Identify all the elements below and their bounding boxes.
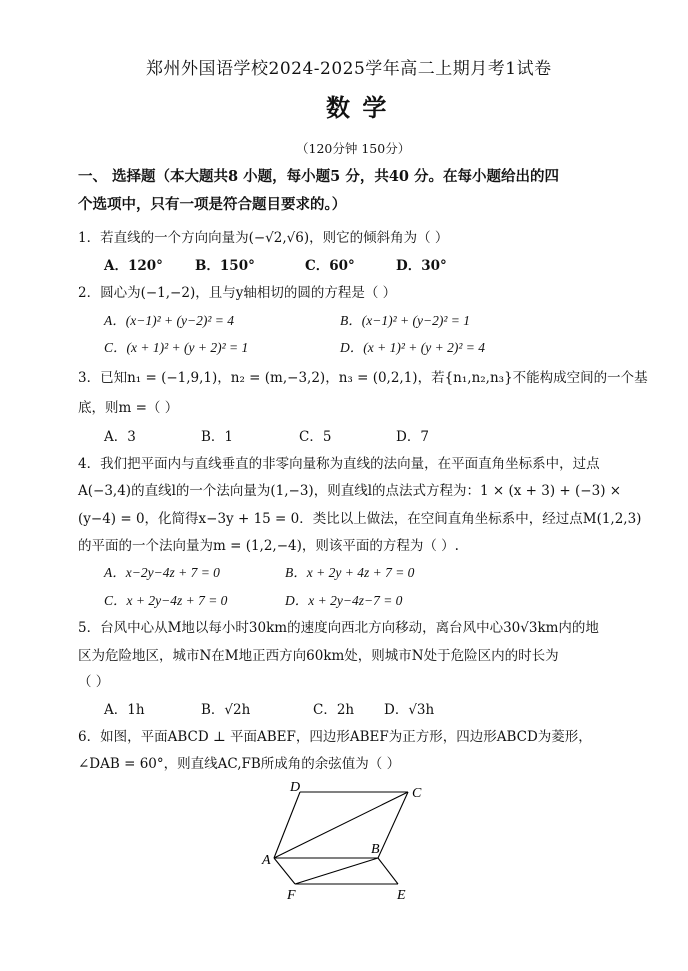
q5-stem-line1: 5．台风中心从M地以每小时30km的速度向西北方向移动，离台风中心30√3km内的地 xyxy=(78,620,599,636)
q1-option-c: C．60° xyxy=(305,258,355,274)
label-e: E xyxy=(397,888,406,903)
q5-option-d: D．√3h xyxy=(384,702,435,718)
subject-title: 数 学 xyxy=(326,93,389,122)
label-c: C xyxy=(412,786,422,801)
q3-option-b: B．1 xyxy=(201,429,234,445)
q6-stem-line2: ∠DAB = 60°，则直线AC,FB所成角的余弦值为（ ） xyxy=(78,756,401,772)
diagonal-fb xyxy=(295,858,378,884)
q5-option-b: B．√2h xyxy=(201,702,251,718)
exam-title: 郑州外国语学校2024-2025学年高二上期月考1试卷 xyxy=(146,59,552,79)
time-info: （120分钟 150分） xyxy=(296,141,411,156)
q3-stem-line1: 3．已知n₁ = (−1,9,1)，n₂ = (m,−3,2)，n₃ = (0,2,1)，若{n₁,n₂,n₃}不能构成空间的一个基 xyxy=(78,370,648,386)
q3-stem-line2: 底，则m =（ ） xyxy=(78,400,179,416)
q3-option-a: A．3 xyxy=(104,429,136,445)
q4-option-b: B．x + 2y + 4z + 7 = 0 xyxy=(285,565,415,580)
q4-stem-line4: 的平面的一个法向量为m = (1,2,−4)，则该平面的方程为（ ）. xyxy=(78,538,459,554)
q2-stem: 2．圆心为(−1,−2)，且与y轴相切的圆的方程是（ ） xyxy=(78,285,397,301)
q5-stem-line2: 区为危险地区，城市N在M地正西方向60km处，则城市N处于危险区内的时长为 xyxy=(78,648,559,664)
q4-option-a: A．x−2y−4z + 7 = 0 xyxy=(104,565,220,580)
section-heading-line2: 个选项中，只有一项是符合题目要求的。） xyxy=(78,196,347,213)
edge-af xyxy=(274,858,295,884)
q6-geometry-figure xyxy=(250,778,450,908)
q2-option-b: B．(x−1)² + (y−2)² = 1 xyxy=(340,313,470,328)
q4-option-c: C．x + 2y−4z + 7 = 0 xyxy=(104,593,228,608)
q3-option-c: C．5 xyxy=(299,429,332,445)
edge-ad xyxy=(274,792,300,858)
q4-option-d: D．x + 2y−4z−7 = 0 xyxy=(285,593,403,608)
label-d: D xyxy=(290,780,301,795)
q4-stem-line2: A(−3,4)的直线l的一个法向量为(1,−3)，则直线l的点法式方程为：1 × (x + 3) + (−3) × xyxy=(78,483,622,499)
q1-option-a: A．120° xyxy=(104,258,163,274)
label-b: B xyxy=(371,842,380,857)
q1-option-d: D．30° xyxy=(396,258,447,274)
q3-option-d: D．7 xyxy=(396,429,429,445)
q5-option-c: C．2h xyxy=(313,702,355,718)
q1-stem: 1．若直线的一个方向向量为(−√2,√6)，则它的倾斜角为（ ） xyxy=(78,230,449,246)
q6-stem-line1: 6．如图，平面ABCD ⊥ 平面ABEF，四边形ABEF为正方形，四边形ABCD为菱形， xyxy=(78,729,592,745)
diagonal-ac xyxy=(274,792,408,858)
q2-option-d: D．(x + 1)² + (y + 2)² = 4 xyxy=(340,340,485,355)
q4-stem-line3: (y−4) = 0，化简得x−3y + 15 = 0．类比以上做法，在空间直角坐标系中，经过点M(1,2,3) xyxy=(78,511,642,527)
q4-stem-line1: 4．我们把平面内与直线垂直的非零向量称为直线的法向量，在平面直角坐标系中，过点 xyxy=(78,456,600,472)
label-f: F xyxy=(287,888,296,903)
section-heading-line1: 一、 选择题（本大题共8 小题，每小题5 分，共40 分。在每小题给出的四 xyxy=(78,168,560,185)
edge-bc xyxy=(378,792,408,858)
q2-option-a: A．(x−1)² + (y−2)² = 4 xyxy=(104,313,234,328)
edge-be xyxy=(378,858,398,884)
q5-option-a: A．1h xyxy=(104,702,145,718)
q2-option-c: C．(x + 1)² + (y + 2)² = 1 xyxy=(104,340,249,355)
label-a: A xyxy=(262,853,271,868)
q5-stem-line3: （ ） xyxy=(78,674,110,690)
q1-option-b: B．150° xyxy=(195,258,255,274)
